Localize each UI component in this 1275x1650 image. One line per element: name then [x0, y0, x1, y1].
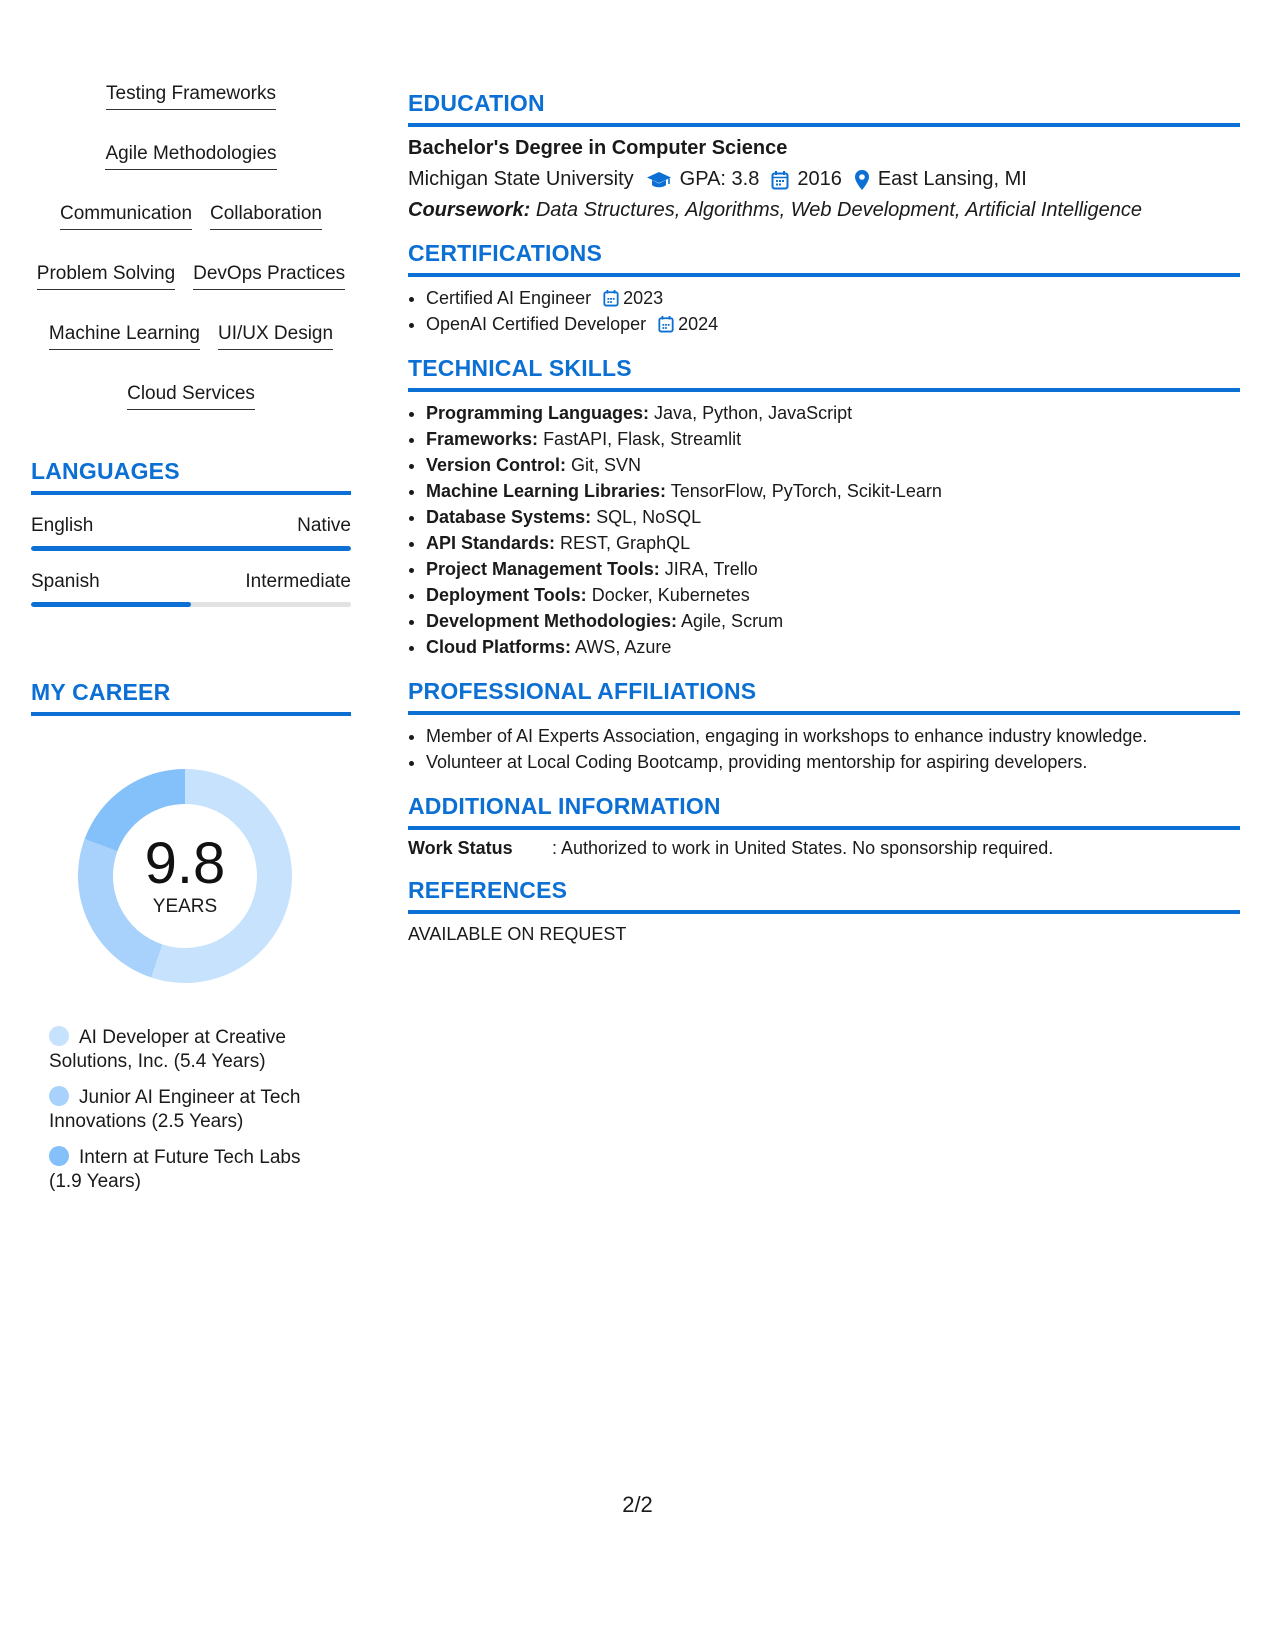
references-text: AVAILABLE ON REQUEST [408, 924, 627, 944]
language-proficiency-bar [31, 602, 351, 607]
career-section [31, 679, 351, 1194]
certifications-section [408, 240, 1240, 337]
coursework-list: Data Structures, Algorithms, Web Development, Artificial Intelligence [535, 199, 1142, 221]
work-status-label: Work Status [408, 838, 513, 858]
calendar-icon [603, 289, 619, 307]
skill-tag: Collaboration [210, 202, 322, 230]
language-level: Native [297, 515, 351, 536]
skill-tag: Machine Learning [49, 322, 200, 350]
career-legend-item [49, 1026, 319, 1074]
tech-skill-label: Database Systems: [426, 507, 592, 527]
certifications-title: CERTIFICATIONS [408, 240, 1240, 277]
tech-skill-item [426, 504, 1240, 530]
page-number: 2/2 [622, 1492, 653, 1517]
tech-skill-value: JIRA, Trello [664, 559, 758, 579]
tech-skill-label: Version Control: [426, 455, 567, 475]
language-item [31, 571, 351, 607]
language-name: Spanish [31, 571, 100, 592]
skill-tag: Cloud Services [127, 382, 255, 410]
work-status-row [408, 838, 1240, 859]
graduation-cap-icon [646, 170, 672, 190]
tech-skill-item [426, 608, 1240, 634]
affiliation-item: • Volunteer at Local Coding Bootcamp, providing mentorship for aspiring developers. [426, 749, 1240, 775]
certifications-list [408, 285, 1240, 337]
school: Michigan State University [408, 168, 634, 190]
career-legend-label: Junior AI Engineer at Tech Innovations (2.5 Years) [49, 1087, 301, 1132]
education-title: EDUCATION [408, 90, 1240, 127]
skill-tag: Agile Methodologies [105, 142, 276, 170]
career-total-value: 9.8 [144, 831, 226, 896]
technical-skills-title: TECHNICAL SKILLS [408, 355, 1240, 392]
tech-skill-item [426, 634, 1240, 660]
calendar-icon [771, 170, 789, 190]
tech-skill-item [426, 556, 1240, 582]
language-proficiency-fill [31, 546, 351, 551]
tech-skill-item [426, 452, 1240, 478]
skill-tag: UI/UX Design [218, 322, 333, 350]
legend-dot [49, 1146, 69, 1166]
tech-skill-value: SQL, NoSQL [596, 507, 702, 527]
certification-year: 2023 [623, 288, 664, 308]
right-column [408, 90, 1240, 963]
education-section [408, 90, 1240, 222]
tech-skill-item [426, 478, 1240, 504]
tech-skill-value: Java, Python, JavaScript [654, 403, 853, 423]
tech-skill-value: Docker, Kubernetes [591, 585, 750, 605]
career-legend-label: AI Developer at Creative Solutions, Inc. (5.4 Years) [49, 1027, 286, 1072]
technical-skills-list [408, 400, 1240, 660]
skill-tag: Testing Frameworks [106, 82, 276, 110]
tech-skill-label: API Standards: [426, 533, 556, 553]
tech-skill-value: Git, SVN [571, 455, 642, 475]
affiliation-item: • Member of AI Experts Association, engaging in workshops to enhance industry knowledge. [426, 723, 1240, 749]
career-legend-label: Intern at Future Tech Labs (1.9 Years) [49, 1147, 301, 1192]
certification-name: • Certified AI Engineer [426, 288, 592, 308]
location-pin-icon [854, 169, 870, 191]
career-total-unit: YEARS [152, 896, 218, 917]
tech-skill-label: Cloud Platforms: [426, 637, 572, 657]
career-legend-item [49, 1146, 319, 1194]
additional-info-section [408, 793, 1240, 859]
career-title: MY CAREER [31, 679, 351, 716]
tech-skill-value: REST, GraphQL [560, 533, 691, 553]
tech-skill-value: FastAPI, Flask, Streamlit [543, 429, 742, 449]
affiliations-list [408, 723, 1240, 775]
languages-title: LANGUAGES [31, 458, 351, 495]
tech-skill-label: Frameworks: [426, 429, 539, 449]
skill-tags [31, 82, 351, 410]
affiliations-section [408, 678, 1240, 775]
tech-skill-item [426, 530, 1240, 556]
coursework-label: Coursework: [408, 199, 531, 221]
tech-skill-item [426, 400, 1240, 426]
skill-tag: Communication [60, 202, 192, 230]
left-column [31, 82, 351, 1206]
tech-skill-label: Programming Languages: [426, 403, 650, 423]
languages-section [31, 458, 351, 607]
career-donut-chart [65, 756, 305, 996]
graduation-year: 2016 [797, 168, 842, 190]
references-title: REFERENCES [408, 877, 1240, 914]
tech-skill-item [426, 426, 1240, 452]
certification-year: 2024 [678, 314, 719, 334]
language-level: Intermediate [245, 571, 351, 592]
location: East Lansing, MI [877, 168, 1027, 190]
tech-skill-label: Deployment Tools: [426, 585, 587, 605]
affiliations-title: PROFESSIONAL AFFILIATIONS [408, 678, 1240, 715]
career-legend-item [49, 1086, 319, 1134]
skill-tag: Problem Solving [37, 262, 175, 290]
language-item [31, 515, 351, 551]
technical-skills-section [408, 355, 1240, 660]
education-meta [408, 168, 1240, 191]
degree: Bachelor's Degree in Computer Science [408, 137, 788, 159]
tech-skill-label: Development Methodologies: [426, 611, 678, 631]
gpa: GPA: 3.8 [679, 168, 760, 190]
certification-item [426, 285, 1240, 311]
tech-skill-value: TensorFlow, PyTorch, Scikit-Learn [670, 481, 942, 501]
tech-skill-value: Agile, Scrum [681, 611, 784, 631]
skill-tag: DevOps Practices [193, 262, 345, 290]
work-status-value: : Authorized to work in United States. No sponsorship required. [552, 838, 1054, 858]
certification-name: • OpenAI Certified Developer [426, 314, 647, 334]
tech-skill-label: Project Management Tools: [426, 559, 660, 579]
legend-dot [49, 1086, 69, 1106]
tech-skill-value: AWS, Azure [575, 637, 672, 657]
tech-skill-label: Machine Learning Libraries: [426, 481, 667, 501]
additional-info-title: ADDITIONAL INFORMATION [408, 793, 1240, 830]
coursework [408, 199, 1240, 222]
language-proficiency-fill [31, 602, 191, 607]
legend-dot [49, 1026, 69, 1046]
career-legend [49, 1026, 351, 1194]
references-section [408, 877, 1240, 945]
tech-skill-item [426, 582, 1240, 608]
calendar-icon [658, 315, 674, 333]
language-proficiency-bar [31, 546, 351, 551]
language-name: English [31, 515, 94, 536]
certification-item [426, 311, 1240, 337]
